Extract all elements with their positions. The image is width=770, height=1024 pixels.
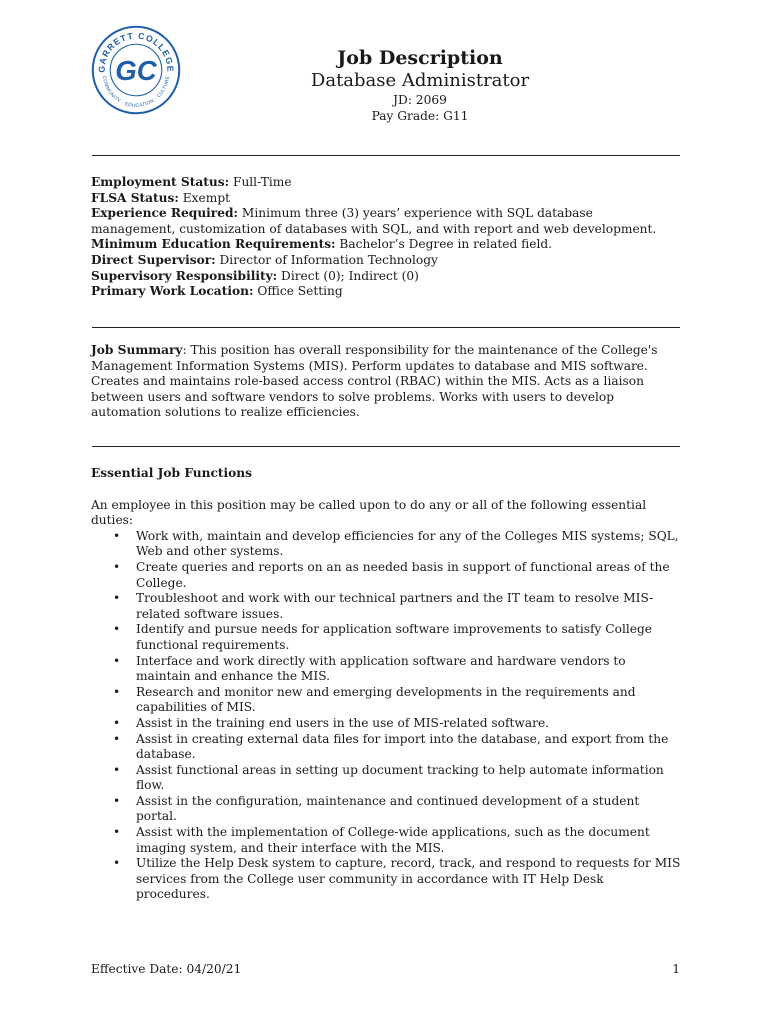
divider: [92, 446, 680, 447]
logo-bottom-text: COMMUNITY · EDUCATION · CULTURE: [100, 75, 172, 109]
field-education: Minimum Education Requirements: Bachelor’s Degree in related field.: [91, 237, 553, 252]
essential-functions-intro: An employee in this position may be called upon to do any or all of the following essential duties:: [91, 497, 647, 528]
field-work-location: Primary Work Location: Office Setting: [91, 284, 343, 299]
field-flsa-status: FLSA Status: Exempt: [91, 190, 231, 205]
document-header: [200, 46, 640, 124]
document-title: Job Description: [337, 47, 503, 69]
list-item: • Assist functional areas in setting up document tracking to help automate information flow.: [91, 763, 681, 794]
list-item: • Assist in creating external data files for import into the database, and export from the database.: [91, 732, 681, 763]
divider: [92, 155, 680, 156]
position-details: [91, 175, 681, 300]
list-item: • Interface and work directly with application software and hardware vendors to maintain and enhance the MIS.: [91, 654, 681, 685]
list-item: • Assist in the training end users in the use of MIS-related software.: [91, 716, 681, 732]
job-summary-text: : This position has overall responsibility for the maintenance of the College's Management Information Systems (MIS). Perform updates to database and MIS software. Creates and maintains role-based access control (RBAC) within the MIS. Acts as a liaison between users and software vendors to solve problems. Works with users to develop automation solutions to realize efficiencies.: [91, 343, 658, 420]
list-item: • Assist in the configuration, maintenance and continued development of a student portal.: [91, 794, 681, 825]
essential-functions-heading: Essential Job Functions: [91, 466, 253, 480]
field-experience-required: Experience Required: Minimum three (3) years’ experience with SQL database management, customization of databases with SQL, and with report and web development.: [91, 206, 657, 236]
jd-number: JD: 2069: [393, 93, 447, 107]
effective-date: Effective Date: 04/20/21: [91, 962, 242, 976]
essential-functions: [91, 466, 681, 903]
duties-list: [91, 529, 681, 903]
list-item: • Utilize the Help Desk system to capture, record, track, and respond to requests for MIS services from the College user community in accordance with IT Help Desk procedures.: [91, 856, 681, 903]
list-item: • Assist with the implementation of College-wide applications, such as the document imaging system, and their interface with the MIS.: [91, 825, 681, 856]
job-summary-label: Job Summary: [91, 343, 183, 357]
list-item: • Identify and pursue needs for application software improvements to satisfy College functional requirements.: [91, 622, 681, 653]
divider: [92, 327, 680, 328]
field-supervisory-responsibility: Supervisory Responsibility: Direct (0); Indirect (0): [91, 268, 419, 283]
logo-top-text: GARRETT COLLEGE: [96, 30, 176, 73]
job-summary: [91, 343, 681, 421]
field-direct-supervisor: Direct Supervisor: Director of Information Technology: [91, 252, 438, 267]
position-title: Database Administrator: [310, 70, 530, 91]
list-item: • Research and monitor new and emerging developments in the requirements and capabilities of MIS.: [91, 685, 681, 716]
list-item: • Troubleshoot and work with our technical partners and the IT team to resolve MIS-related software issues.: [91, 591, 681, 622]
college-logo: [90, 24, 182, 116]
pay-grade: Pay Grade: G11: [371, 109, 469, 123]
list-item: • Create queries and reports on an as needed basis in support of functional areas of the College.: [91, 560, 681, 591]
logo-monogram: GC: [115, 55, 157, 87]
page-number: 1: [672, 962, 680, 976]
list-item: • Work with, maintain and develop efficiencies for any of the Colleges MIS systems; SQL, Web and other systems.: [91, 529, 681, 560]
field-employment-status: Employment Status: Full-Time: [91, 175, 292, 189]
